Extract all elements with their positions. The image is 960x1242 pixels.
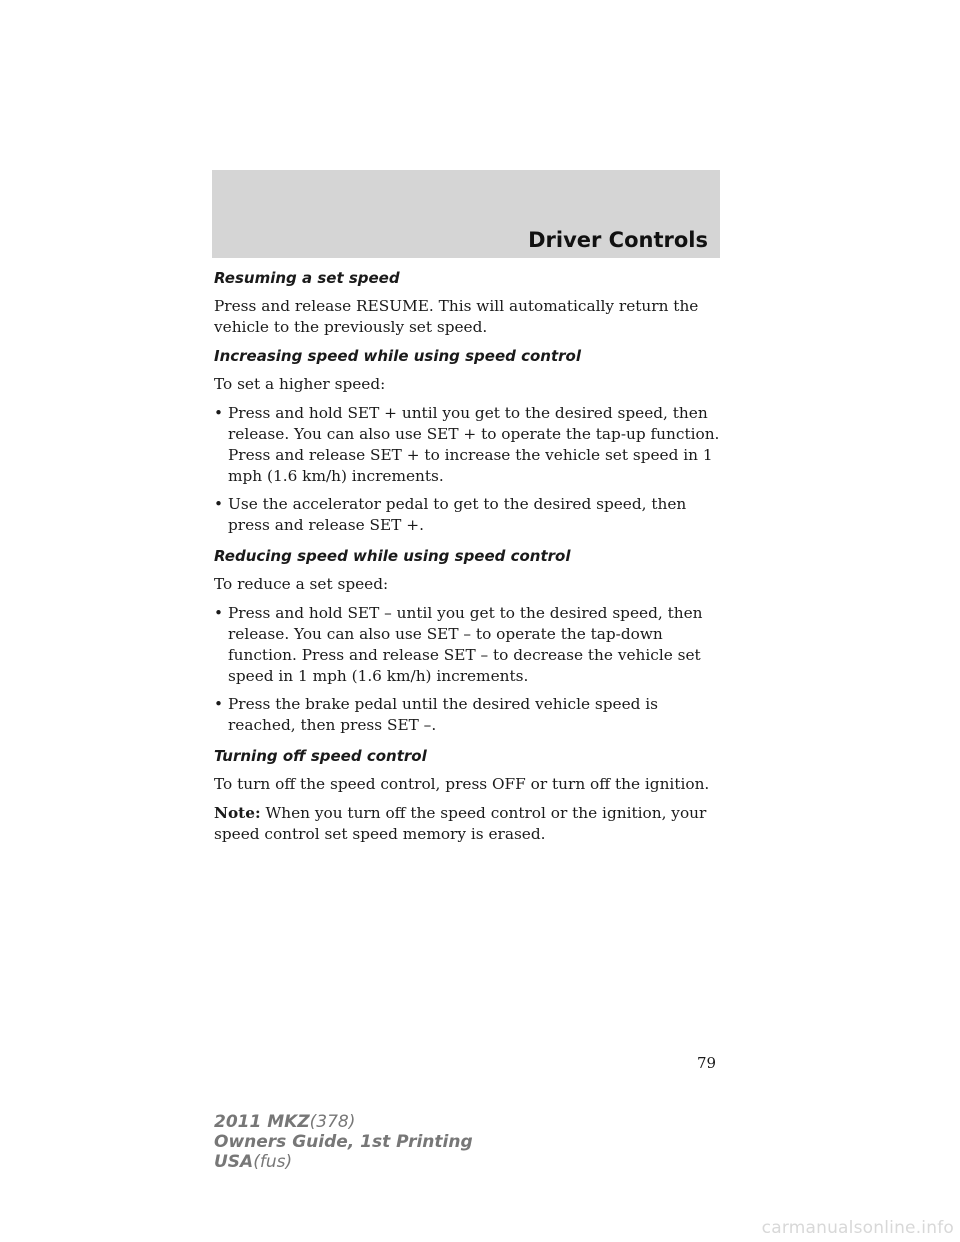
off-text: To turn off the speed control, press OFF or turn off the ignition. — [214, 775, 710, 793]
print-footer — [214, 1112, 473, 1172]
list-item — [214, 603, 724, 687]
list-item — [214, 694, 724, 736]
footer-model: 2011 MKZ — [214, 1112, 310, 1132]
footer-line-2 — [214, 1132, 473, 1152]
section-title: Driver Controls — [528, 228, 708, 252]
watermark: carmanualsonline.info — [761, 1218, 954, 1238]
footer-market-code: (fus) — [253, 1152, 293, 1172]
heading-increasing: Increasing speed while using speed control — [214, 347, 581, 365]
note-text: When you turn off the speed control or the ignition, your speed control set speed memory is erased. — [214, 804, 707, 843]
heading-turning-off: Turning off speed control — [214, 747, 427, 765]
footer-model-code: (378) — [309, 1112, 356, 1132]
page-number: 79 — [697, 1054, 717, 1072]
reduce-intro: To reduce a set speed: — [214, 575, 389, 593]
bullet-glyph: • — [214, 404, 224, 422]
reduce-bullet-list — [214, 603, 724, 736]
bullet-glyph: • — [214, 604, 224, 622]
footer-market: USA — [214, 1152, 254, 1172]
heading-resuming: Resuming a set speed — [214, 269, 400, 287]
page-content — [214, 268, 724, 853]
list-item-text: Press and hold SET + until you get to the desired speed, then release. You can also use SET + to operate the tap-up function. Press and release SET + to increase the vehicle set speed in 1 mph (1.6 km/h) increments. — [228, 404, 720, 485]
footer-line-1 — [214, 1112, 473, 1132]
list-item-text: Press the brake pedal until the desired vehicle speed is reached, then press SET –. — [228, 695, 659, 734]
footer-line-3 — [214, 1152, 473, 1172]
list-item — [214, 403, 724, 487]
list-item — [214, 494, 724, 536]
list-item-text: Use the accelerator pedal to get to the desired speed, then press and release SET +. — [228, 495, 687, 534]
increase-intro: To set a higher speed: — [214, 375, 386, 393]
section-header-band — [212, 170, 720, 258]
list-item-text: Press and hold SET – until you get to the desired speed, then release. You can also use SET – to operate the tap-down function. Press and release SET – to decrease the vehicle set speed in 1 mph (1.6 km/h) increments. — [228, 604, 703, 685]
resume-text: Press and release RESUME. This will automatically return the vehicle to the previously set speed. — [214, 297, 699, 336]
footer-printing: Owners Guide, 1st Printing — [214, 1132, 473, 1152]
heading-reducing: Reducing speed while using speed control — [214, 547, 571, 565]
note-paragraph — [214, 803, 724, 845]
bullet-glyph: • — [214, 495, 224, 513]
note-label: Note: — [214, 804, 261, 822]
bullet-glyph: • — [214, 695, 224, 713]
increase-bullet-list — [214, 403, 724, 536]
